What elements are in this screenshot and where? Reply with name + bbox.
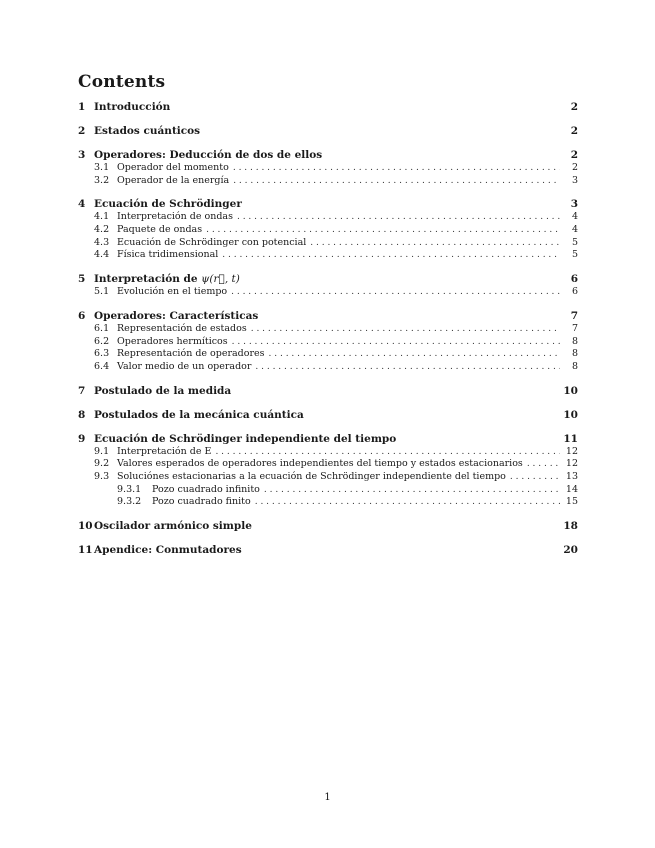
subsection-title: Representación de estados (117, 322, 247, 334)
toc-subsection-9.1[interactable] (78, 446, 578, 459)
section-title (94, 384, 557, 398)
toc-subsection-9.3.1[interactable] (78, 484, 578, 497)
toc-subsection-9.3.2[interactable] (78, 496, 578, 509)
table-of-contents (78, 100, 578, 557)
dot-leader (206, 224, 560, 237)
subsection-title: Operador de la energía (117, 174, 230, 186)
subsection-page: 4 (571, 224, 578, 236)
page-title: Contents (78, 72, 166, 92)
section-title (94, 124, 565, 138)
subsection-page: 14 (565, 483, 578, 495)
dot-leader (255, 361, 560, 374)
dot-leader (237, 211, 560, 224)
section-title (94, 100, 565, 114)
subsection-number: 6.3 (94, 348, 110, 360)
section-title-text: Oscilador armónico simple (94, 520, 252, 532)
subsection-page: 15 (565, 496, 578, 508)
section-number: 6 (78, 309, 86, 322)
subsection-title: Evolución en el tiempo (117, 286, 228, 298)
toc-subsection-9.2[interactable] (78, 458, 578, 471)
subsection-title: Valores esperados de operadores independientes del tiempo y estados estacionarios (117, 458, 523, 470)
dot-leader (255, 496, 560, 509)
subsection-title: Física tridimensional (117, 249, 219, 261)
toc-subsection-4.2[interactable] (78, 224, 578, 237)
section-title-text: Operadores: Deducción de dos de ellos (94, 149, 323, 161)
section-number: 7 (78, 384, 86, 397)
subsection-number: 6.1 (94, 322, 110, 334)
subsection-number: 3.1 (94, 162, 110, 173)
section-number: 8 (78, 408, 86, 421)
section-number: 1 (78, 101, 86, 113)
subsection-title: Interpretación de E (117, 445, 212, 457)
toc-section-1[interactable] (78, 100, 578, 114)
toc-section-8[interactable] (78, 408, 578, 422)
toc-subsection-3.1[interactable] (78, 162, 578, 175)
dot-leader (527, 458, 560, 471)
section-number: 2 (78, 125, 86, 137)
toc-section-3[interactable] (78, 148, 578, 162)
section-page: 2 (570, 149, 578, 161)
subsection-number: 6.2 (94, 335, 110, 347)
dot-leader (310, 237, 560, 250)
dot-leader (264, 484, 560, 497)
subsection-page: 4 (571, 211, 578, 223)
section-title-text: Operadores: Características (94, 309, 259, 322)
subsection-number: 3.2 (94, 174, 110, 186)
section-page: 7 (570, 309, 578, 322)
subsection-number: 5.1 (94, 286, 110, 298)
toc-subsection-4.1[interactable] (78, 211, 578, 224)
section-number: 3 (78, 149, 86, 161)
section-page: 3 (570, 198, 578, 211)
section-page: 10 (563, 384, 578, 397)
toc-subsection-4.4[interactable] (78, 249, 578, 262)
subsection-number: 9.2 (94, 458, 110, 470)
section-number: 5 (78, 273, 86, 286)
section-title-text: Postulados de la mecánica cuántica (94, 408, 304, 421)
section-number: 11 (78, 544, 93, 556)
dot-leader (232, 336, 560, 349)
subsection-number: 9.3.2 (117, 496, 142, 508)
section-title (94, 148, 565, 162)
section-title-text: Interpretación de (94, 273, 198, 286)
subsection-page: 12 (565, 445, 578, 457)
subsection-number: 9.3 (94, 470, 110, 482)
subsection-number: 4.3 (94, 236, 110, 248)
toc-section-4[interactable] (78, 197, 578, 211)
subsection-page: 3 (571, 174, 578, 186)
subsection-title: Operador del momento (117, 162, 229, 173)
subsection-title: Paquete de ondas (117, 224, 203, 236)
section-page: 2 (570, 125, 578, 137)
section-title-text: Estados cuánticos (94, 125, 201, 137)
subsection-title: Valor medio de un operador (117, 360, 252, 372)
dot-leader (233, 162, 560, 175)
section-title (94, 543, 557, 557)
subsection-number: 4.4 (94, 249, 110, 261)
toc-subsection-3.2[interactable] (78, 175, 578, 188)
section-title (94, 309, 565, 323)
subsection-page: 13 (565, 470, 578, 482)
subsection-page: 8 (571, 360, 578, 372)
subsection-page: 12 (565, 458, 578, 470)
section-page: 18 (563, 520, 578, 532)
toc-subsection-6.2[interactable] (78, 336, 578, 349)
dot-leader (510, 471, 560, 484)
subsection-title: Interpretación de ondas (117, 211, 233, 223)
subsection-number: 9.1 (94, 445, 110, 457)
section-title (94, 272, 565, 286)
toc-subsection-4.3[interactable] (78, 237, 578, 250)
subsection-page: 6 (571, 286, 578, 298)
dot-leader (231, 286, 560, 299)
section-number: 9 (78, 432, 86, 445)
section-title-text: Ecuación de Schrödinger (94, 198, 242, 211)
subsection-title: Ecuación de Schrödinger con potencial (117, 236, 307, 248)
section-title (94, 432, 557, 446)
subsection-page: 7 (571, 322, 578, 334)
subsection-page: 8 (571, 335, 578, 347)
toc-section-5[interactable] (78, 272, 578, 286)
section-page: 6 (570, 273, 578, 286)
toc-section-9[interactable] (78, 432, 578, 446)
subsection-number: 6.4 (94, 360, 110, 372)
section-page: 10 (563, 408, 578, 421)
subsection-number: 4.1 (94, 211, 110, 223)
section-title (94, 197, 565, 211)
toc-subsection-5.1[interactable] (78, 286, 578, 299)
subsection-number: 9.3.1 (117, 483, 142, 495)
toc-section-6[interactable] (78, 309, 578, 323)
subsection-page: 2 (571, 162, 578, 173)
toc-section-7[interactable] (78, 384, 578, 398)
subsection-title: Operadores hermíticos (117, 335, 228, 347)
subsection-title: Pozo cuadrado finito (152, 496, 251, 508)
dot-leader (222, 249, 560, 262)
toc-subsection-6.4[interactable] (78, 361, 578, 374)
dot-leader (251, 323, 560, 336)
section-title (94, 519, 557, 533)
section-page: 20 (563, 544, 578, 556)
subsection-title: Soluciónes estacionarias a la ecuación de Schrödinger independiente del tiempo (117, 470, 506, 482)
toc-subsection-6.3[interactable] (78, 348, 578, 361)
dot-leader (215, 446, 560, 459)
toc-section-11[interactable] (78, 543, 578, 557)
section-title-text: Introducción (94, 101, 171, 113)
subsection-page: 5 (571, 236, 578, 248)
section-page: 2 (570, 101, 578, 113)
section-page: 11 (563, 432, 578, 445)
subsection-title: Representación de operadores (117, 348, 265, 360)
toc-section-2[interactable] (78, 124, 578, 138)
dot-leader (269, 348, 560, 361)
toc-section-10[interactable] (78, 519, 578, 533)
toc-subsection-6.1[interactable] (78, 323, 578, 336)
section-number: 10 (78, 520, 93, 532)
toc-subsection-9.3[interactable] (78, 471, 578, 484)
subsection-page: 8 (571, 348, 578, 360)
section-title-text: Postulado de la medida (94, 384, 232, 397)
section-number: 4 (78, 198, 86, 211)
section-title (94, 408, 557, 422)
subsection-page: 5 (571, 249, 578, 261)
section-title-text: Ecuación de Schrödinger independiente del tiempo (94, 432, 397, 445)
dot-leader (233, 175, 560, 188)
section-title-math: ψ(r⃗, t) (201, 273, 240, 286)
section-title-text: Apendice: Conmutadores (94, 544, 242, 556)
subsection-number: 4.2 (94, 224, 110, 236)
subsection-title: Pozo cuadrado infinito (152, 483, 260, 495)
page-number: 1 (324, 792, 331, 803)
